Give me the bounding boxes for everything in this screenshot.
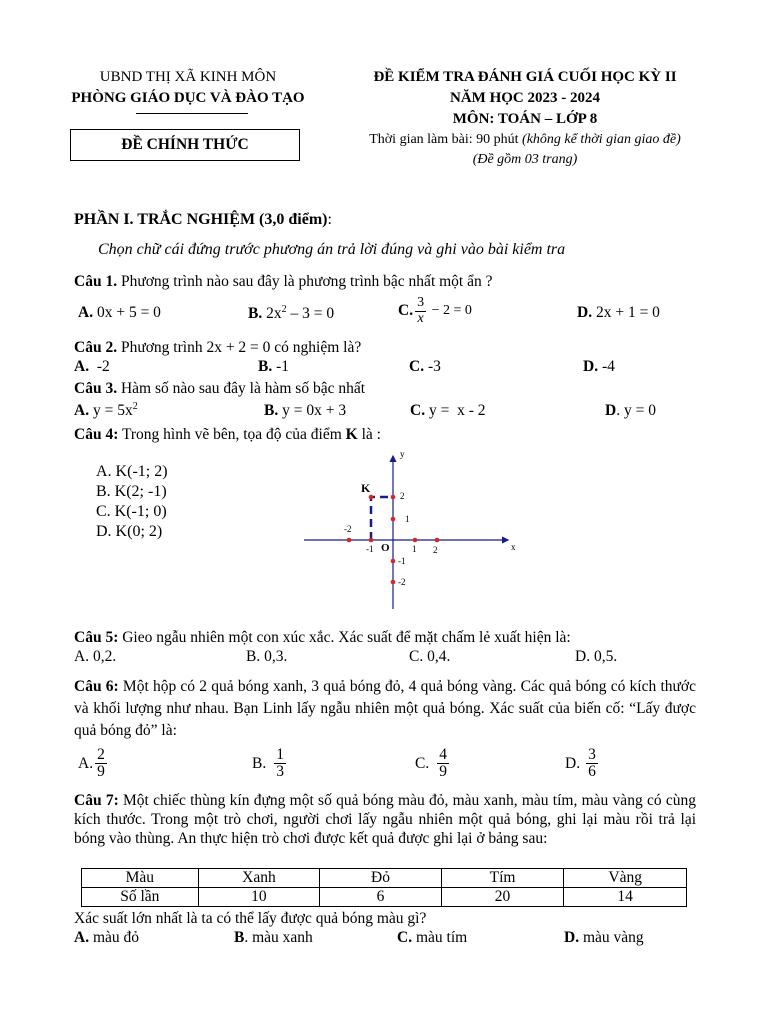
origin-label: O [381, 542, 390, 554]
x-tick-minus-2 [347, 538, 352, 543]
table-cell: Tím [441, 869, 564, 888]
point-k-label: K [361, 481, 371, 495]
x-tick-label-minus-1: -1 [366, 544, 374, 554]
coordinate-graph [300, 446, 530, 614]
q7-option-b: B. màu xanh [234, 929, 313, 946]
q1-option-b: B. $2x^2 - 3 = 0$ [248, 304, 335, 323]
y-tick-minus-2 [391, 580, 396, 585]
page-count-note: (Đề gồm 03 trang) [472, 152, 578, 167]
official-exam-box: ĐỀ CHÍNH THỨC [70, 129, 300, 161]
subject-grade: MÔN: TOÁN – LỚP 8 [452, 111, 598, 127]
y-tick-label-1: 1 [405, 514, 410, 524]
table-cell: Màu [82, 869, 199, 888]
x-tick-2 [435, 538, 440, 543]
table-cell: 10 [198, 888, 320, 907]
table-row [82, 869, 687, 888]
q6-stem: Câu 6: Một hộp có 2 quả bóng xanh, 3 quả bóng đỏ, 4 quả bóng vàng. Các quả bóng có kích thước và khối lượng như nhau. Bạn Linh lấy ngẫu nhiên một quả bóng. Xác suất của biến cố: “Lấy được quả bóng đỏ” là: [74, 678, 696, 739]
q7-option-a: A. màu đỏ [74, 929, 140, 946]
q3-option-c: C. y = x - 2 [410, 402, 486, 419]
q2-option-c: C. -3 [409, 358, 441, 375]
exam-title: ĐỀ KIỂM TRA ĐÁNH GIÁ CUỐI HỌC KỲ II [373, 69, 677, 85]
q6-option-b: B. $\frac{1}{3}$ [252, 746, 284, 781]
q5-option-c: C. 0,4. [409, 648, 451, 665]
q2-option-b: B. -1 [258, 358, 290, 375]
y-tick-label-minus-1: -1 [398, 556, 406, 566]
table-cell: 6 [320, 888, 442, 907]
x-tick-minus-1 [369, 538, 374, 543]
point-k [369, 495, 374, 500]
table-cell: Số lần [82, 888, 199, 907]
q2-option-d: D. -4 [583, 358, 615, 375]
y-tick-label-2: 2 [400, 491, 405, 501]
q4-stem: Câu 4: Trong hình vẽ bên, tọa độ của điểm K là : [74, 426, 381, 443]
q6-option-d: D. $\frac{3}{6}$ [565, 746, 596, 781]
q6-option-a: A. $\frac{2}{9}$ [78, 746, 105, 781]
q5-option-a: A. 0,2. [74, 648, 117, 665]
q4-option-a: A. K(-1; 2) [96, 463, 168, 480]
q4-option-c: C. K(-1; 0) [96, 503, 167, 520]
q7-option-c: C. màu tím [397, 929, 468, 946]
q1-stem: Câu 1. Phương trình nào sau đây là phương trình bậc nhất một ẩn ? [74, 273, 493, 290]
table-cell: 20 [441, 888, 564, 907]
y-tick-minus-1 [391, 559, 396, 564]
table-row [82, 888, 687, 907]
y-axis-label: y [400, 449, 405, 459]
school-district: UBND THỊ XÃ KINH MÔN [99, 69, 277, 85]
part1-instruction: Chọn chữ cái đứng trước phương án trả lời đúng và ghi vào bài kiểm tra [98, 241, 566, 258]
q6-option-c: C. $\frac{4}{9}$ [415, 746, 447, 781]
part1-title: PHẦN I. TRẮC NGHIỆM (3,0 điểm): [74, 211, 332, 228]
header-underline [136, 113, 248, 114]
q7-option-d: D. màu vàng [564, 929, 644, 946]
q1-option-a: A. 0x + 5 = 0 [78, 304, 161, 321]
school-year: NĂM HỌC 2023 - 2024 [450, 90, 600, 106]
q2-option-a: A. -2 [74, 358, 110, 375]
q3-option-a: A. $y = 5x^2$ [74, 401, 138, 420]
q2-stem: Câu 2. Phương trình 2x + 2 = 0 có nghiệm là? [74, 339, 362, 356]
q1-option-c: C. $\frac{3}{x}$ − 2 = 0 [398, 295, 472, 326]
x-axis-label: x [511, 542, 516, 552]
q4-option-b: B. K(2; -1) [96, 483, 167, 500]
y-tick-label-minus-2: -2 [398, 577, 406, 587]
q5-option-b: B. 0,3. [246, 648, 288, 665]
x-tick-label-minus-2: -2 [344, 524, 352, 534]
table-cell: Xanh [198, 869, 320, 888]
q7-question: Xác suất lớn nhất là ta có thể lấy được quả bóng màu gì? [74, 910, 427, 927]
k-dashed-projection [371, 497, 393, 540]
table-cell: Đỏ [320, 869, 442, 888]
x-tick-label-1: 1 [412, 544, 417, 554]
x-tick-label-2: 2 [433, 545, 438, 555]
q3-option-b: B. y = 0x + 3 [264, 402, 347, 419]
q5-stem: Câu 5: Gieo ngẫu nhiên một con xúc xắc. Xác suất để mặt chấm lẻ xuất hiện là: [74, 629, 571, 646]
q3-stem: Câu 3. Hàm số nào sau đây là hàm số bậc nhất [74, 380, 366, 397]
q4-option-d: D. K(0; 2) [96, 523, 163, 540]
y-tick-1 [391, 517, 396, 522]
x-tick-1 [413, 538, 418, 543]
q7-results-table [81, 868, 687, 907]
table-cell: Vàng [564, 869, 687, 888]
y-tick-2 [391, 495, 396, 500]
table-cell: 14 [564, 888, 687, 907]
q1-option-d: D. 2x + 1 = 0 [577, 304, 660, 321]
time-limit: Thời gian làm bài: 90 phút (không kể thời gian giao đề) [369, 132, 681, 147]
q3-option-d: D. y = 0 [605, 402, 656, 419]
q7-stem: Câu 7: Một chiếc thùng kín đựng một số quả bóng màu đỏ, màu xanh, màu tím, màu vàng có cùng kích thước. Trong một trò chơi, người chơi lấy ngẫu nhiên một quả bóng, ghi lại màu rồi trả lại bóng vào thùng. An thực hiện trò chơi được kết quả được ghi lại ở bảng sau: [74, 792, 696, 847]
q1-c-fraction: $\frac{3}{x}$ [417, 295, 425, 326]
department-name: PHÒNG GIÁO DỤC VÀ ĐÀO TẠO [71, 90, 305, 106]
q5-option-d: D. 0,5. [575, 648, 618, 665]
